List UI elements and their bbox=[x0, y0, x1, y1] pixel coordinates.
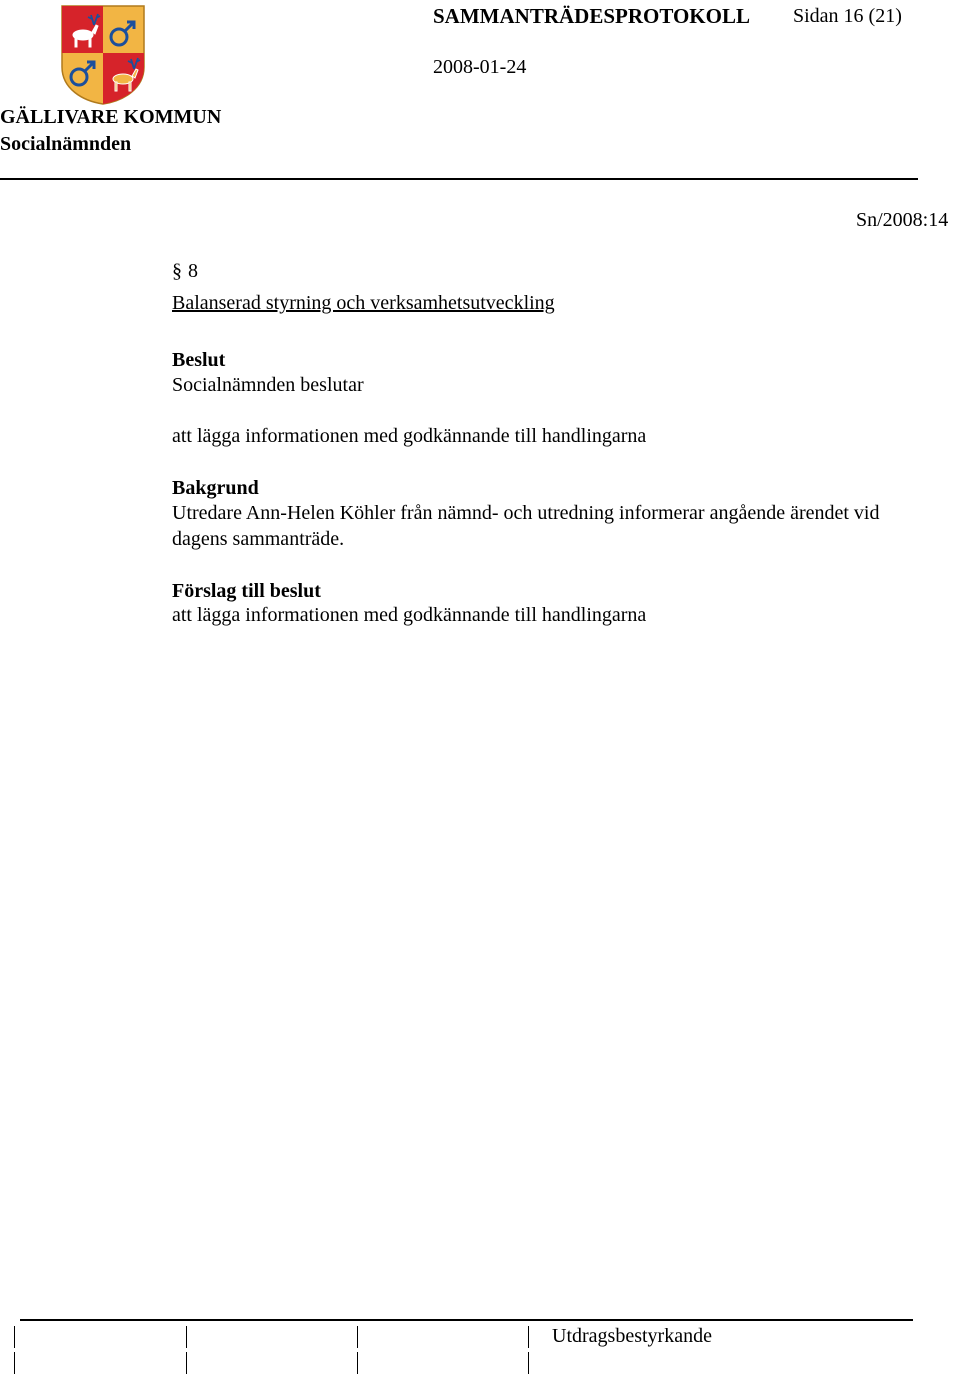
signature-box-divider bbox=[186, 1326, 187, 1348]
signature-box-divider bbox=[357, 1352, 358, 1374]
organization-unit: Socialnämnden bbox=[0, 133, 132, 155]
page-number: Sidan 16 (21) bbox=[793, 5, 902, 27]
item-title: Balanserad styrning och verksamhetsutveckling bbox=[172, 292, 555, 314]
certification-label: Utdragsbestyrkande bbox=[552, 1325, 712, 1347]
footer-divider bbox=[20, 1319, 913, 1321]
meeting-date: 2008-01-24 bbox=[433, 56, 527, 78]
paragraph-number: 8 bbox=[188, 260, 198, 282]
signature-box-divider bbox=[528, 1326, 529, 1348]
signature-box-divider bbox=[528, 1352, 529, 1374]
beslut-decision-text: att lägga informationen med godkännande till handlingarna bbox=[172, 425, 647, 447]
signature-box-divider bbox=[357, 1326, 358, 1348]
paragraph-symbol: § bbox=[172, 260, 182, 282]
signature-box-divider bbox=[14, 1352, 15, 1374]
case-reference: Sn/2008:14 bbox=[856, 209, 949, 231]
document-title: SAMMANTRÄDESPROTOKOLL bbox=[433, 4, 750, 28]
coat-of-arms-reindeer-mars-icon bbox=[61, 5, 145, 105]
signature-box-divider bbox=[186, 1352, 187, 1374]
beslut-heading: Beslut bbox=[172, 349, 226, 371]
forslag-heading: Förslag till beslut bbox=[172, 580, 321, 602]
bakgrund-heading: Bakgrund bbox=[172, 477, 259, 499]
header-divider bbox=[0, 178, 918, 180]
bakgrund-text-continued: dagens sammanträde. bbox=[172, 528, 345, 550]
forslag-text: att lägga informationen med godkännande till handlingarna bbox=[172, 604, 647, 626]
signature-box-divider bbox=[14, 1326, 15, 1348]
coat-of-arms-logo bbox=[61, 5, 145, 105]
organization-name: GÄLLIVARE KOMMUN bbox=[0, 106, 222, 128]
beslut-text: Socialnämnden beslutar bbox=[172, 374, 364, 396]
bakgrund-text: Utredare Ann-Helen Köhler från nämnd- och utredning informerar angående ärendet vid bbox=[172, 502, 880, 524]
section-paragraph bbox=[172, 260, 198, 283]
